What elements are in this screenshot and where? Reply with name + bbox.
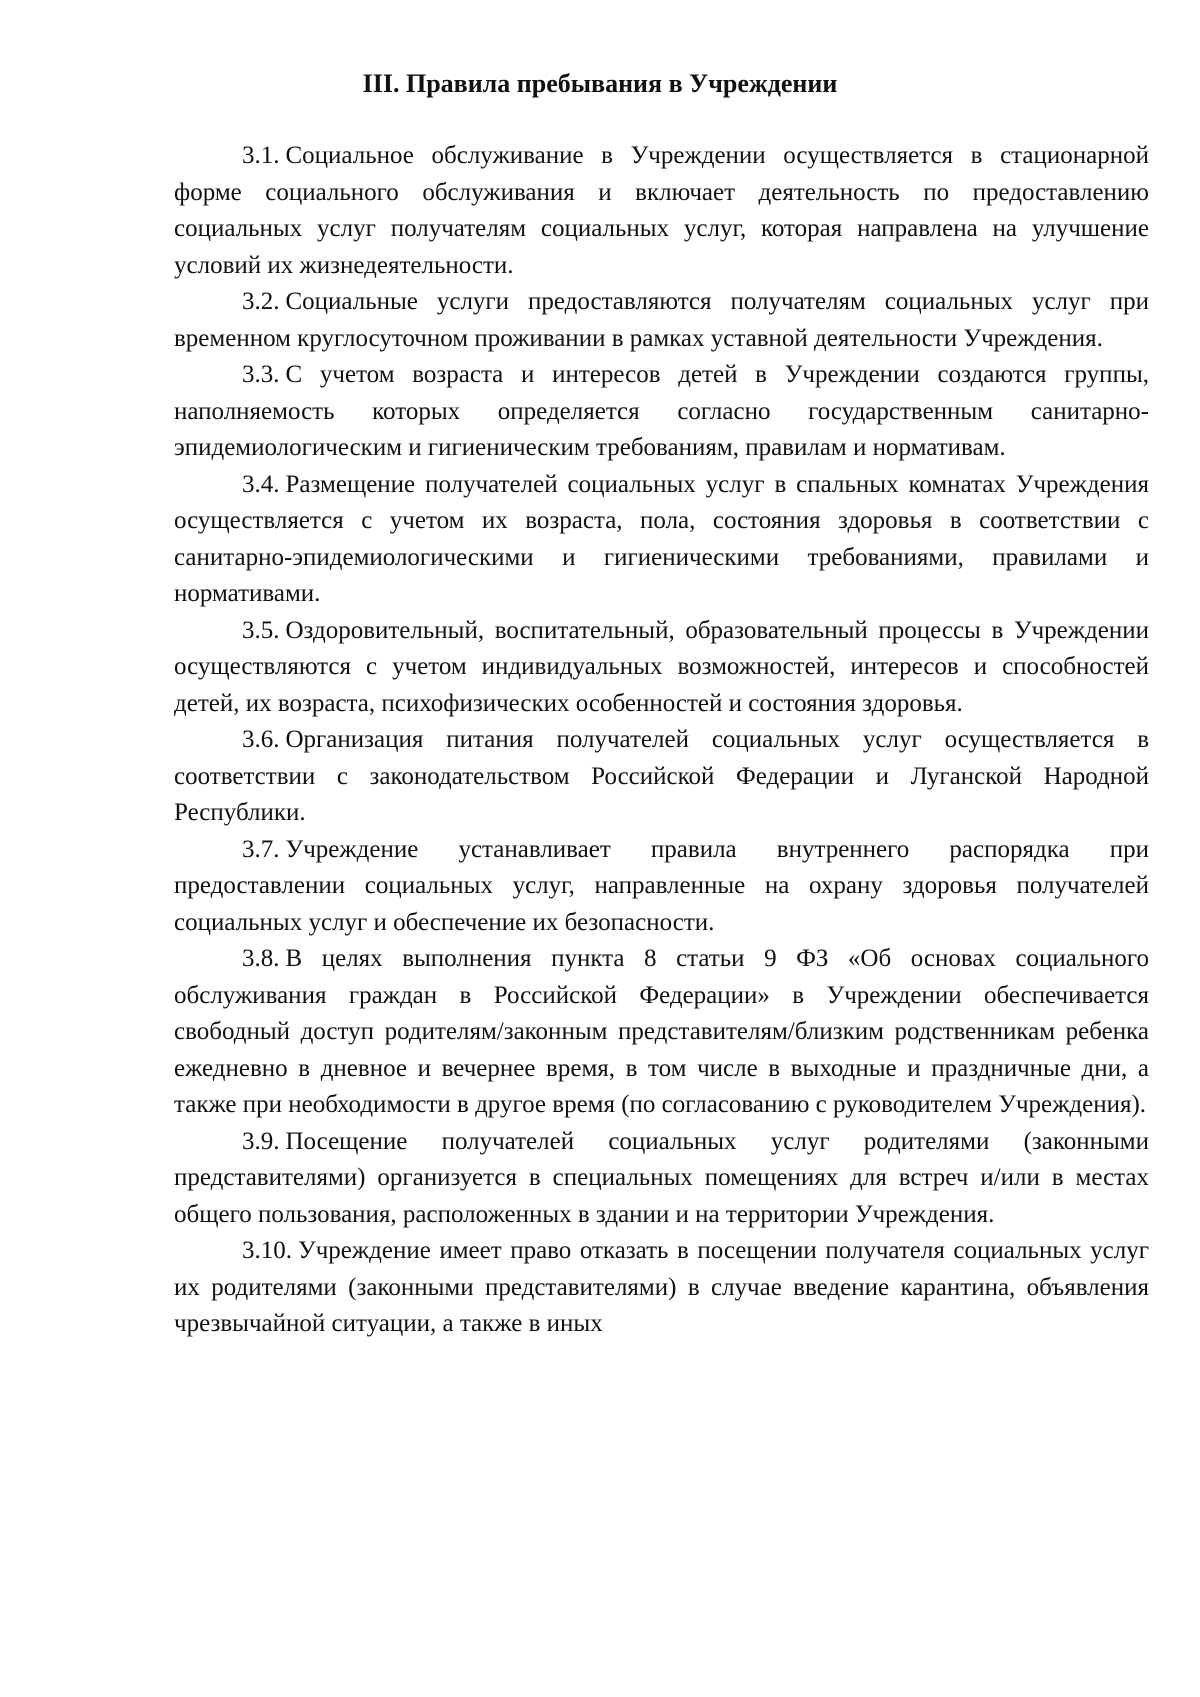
paragraph-number: 3.10. — [242, 1237, 292, 1264]
paragraph-3-9 — [174, 1124, 1149, 1234]
paragraph-3-5 — [174, 613, 1149, 723]
paragraph-number: 3.1. — [242, 142, 280, 169]
paragraph-text: Организация питания получателей социальных услуг осуществляется в соответствии с законодательством Российской Федерации и Луганской Народной Республики. — [174, 726, 1149, 826]
section-heading: III. Правила пребывания в Учреждении — [362, 69, 838, 98]
paragraph-number: 3.9. — [242, 1127, 280, 1155]
paragraph-number: 3.7. — [242, 835, 280, 863]
paragraph-3-3 — [174, 357, 1149, 467]
paragraph-text: Размещение получателей социальных услуг в спальных комнатах Учреждения осуществляется с учетом их возраста, пола, состояния здоровья в соответствии с санитарно-эпидемиологическими и гигиеническими требованиями, правилами и нормативами. — [174, 470, 1149, 607]
paragraph-text: В целях выполнения пункта 8 статьи 9 ФЗ «Об основах социального обслуживания граждан в Российской Федерации» в Учреждении обеспечивается свободный доступ родителям/законным представителям/близким родственникам ребенка ежедневно в дневное и вечернее время, в том числе в выходные и праздничные дни, а также при необходимости в другое время (по согласованию с руководителем Учреждения). — [174, 945, 1149, 1118]
paragraph-text: С учетом возраста и интересов детей в Учреждении создаются группы, наполняемость которых определяется согласно государственным санитарно-эпидемиологическим и гигиеническим требованиям, правилам и нормативам. — [174, 361, 1149, 461]
paragraph-number: 3.4. — [242, 470, 280, 498]
paragraph-3-7 — [174, 832, 1149, 942]
paragraph-3-1 — [174, 138, 1149, 284]
document-body — [174, 138, 1149, 1343]
paragraph-3-10 — [174, 1233, 1149, 1343]
paragraph-3-2 — [174, 284, 1149, 357]
paragraph-text: Учреждение имеет право отказать в посещении получателя социальных услуг их родителями (законными представителями) в случае введение карантина, объявления чрезвычайной ситуации, а также в иных — [174, 1237, 1149, 1337]
paragraph-text: Учреждение устанавливает правила внутреннего распорядка при предоставлении социальных услуг, направленные на охрану здоровья получателей социальных услуг и обеспечение их безопасности. — [174, 835, 1149, 936]
paragraph-number: 3.8. — [242, 945, 280, 972]
paragraph-text: Посещение получателей социальных услуг родителями (законными представителями) организуется в специальных помещениях для встреч и/или в местах общего пользования, расположенных в здании и на территории Учреждения. — [174, 1127, 1149, 1228]
paragraph-text: Оздоровительный, воспитательный, образовательный процессы в Учреждении осуществляются с учетом индивидуальных возможностей, интересов и способностей детей, их возраста, психофизических особенностей и состояния здоровья. — [174, 616, 1149, 717]
paragraph-number: 3.3. — [242, 361, 280, 388]
paragraph-number: 3.5. — [242, 616, 280, 644]
paragraph-text: Социальное обслуживание в Учреждении осуществляется в стационарной форме социального обслуживания и включает деятельность по предоставлению социальных услуг получателям социальных услуг, которая направлена на улучшение условий их жизнедеятельности. — [174, 142, 1149, 279]
paragraph-number: 3.2. — [242, 288, 280, 315]
paragraph-number: 3.6. — [242, 726, 280, 753]
paragraph-3-6 — [174, 722, 1149, 832]
paragraph-text: Социальные услуги предоставляются получателям социальных услуг при временном круглосуточном проживании в рамках уставной деятельности Учреждения. — [174, 288, 1149, 352]
paragraph-3-4 — [174, 467, 1149, 613]
paragraph-3-8 — [174, 941, 1149, 1124]
